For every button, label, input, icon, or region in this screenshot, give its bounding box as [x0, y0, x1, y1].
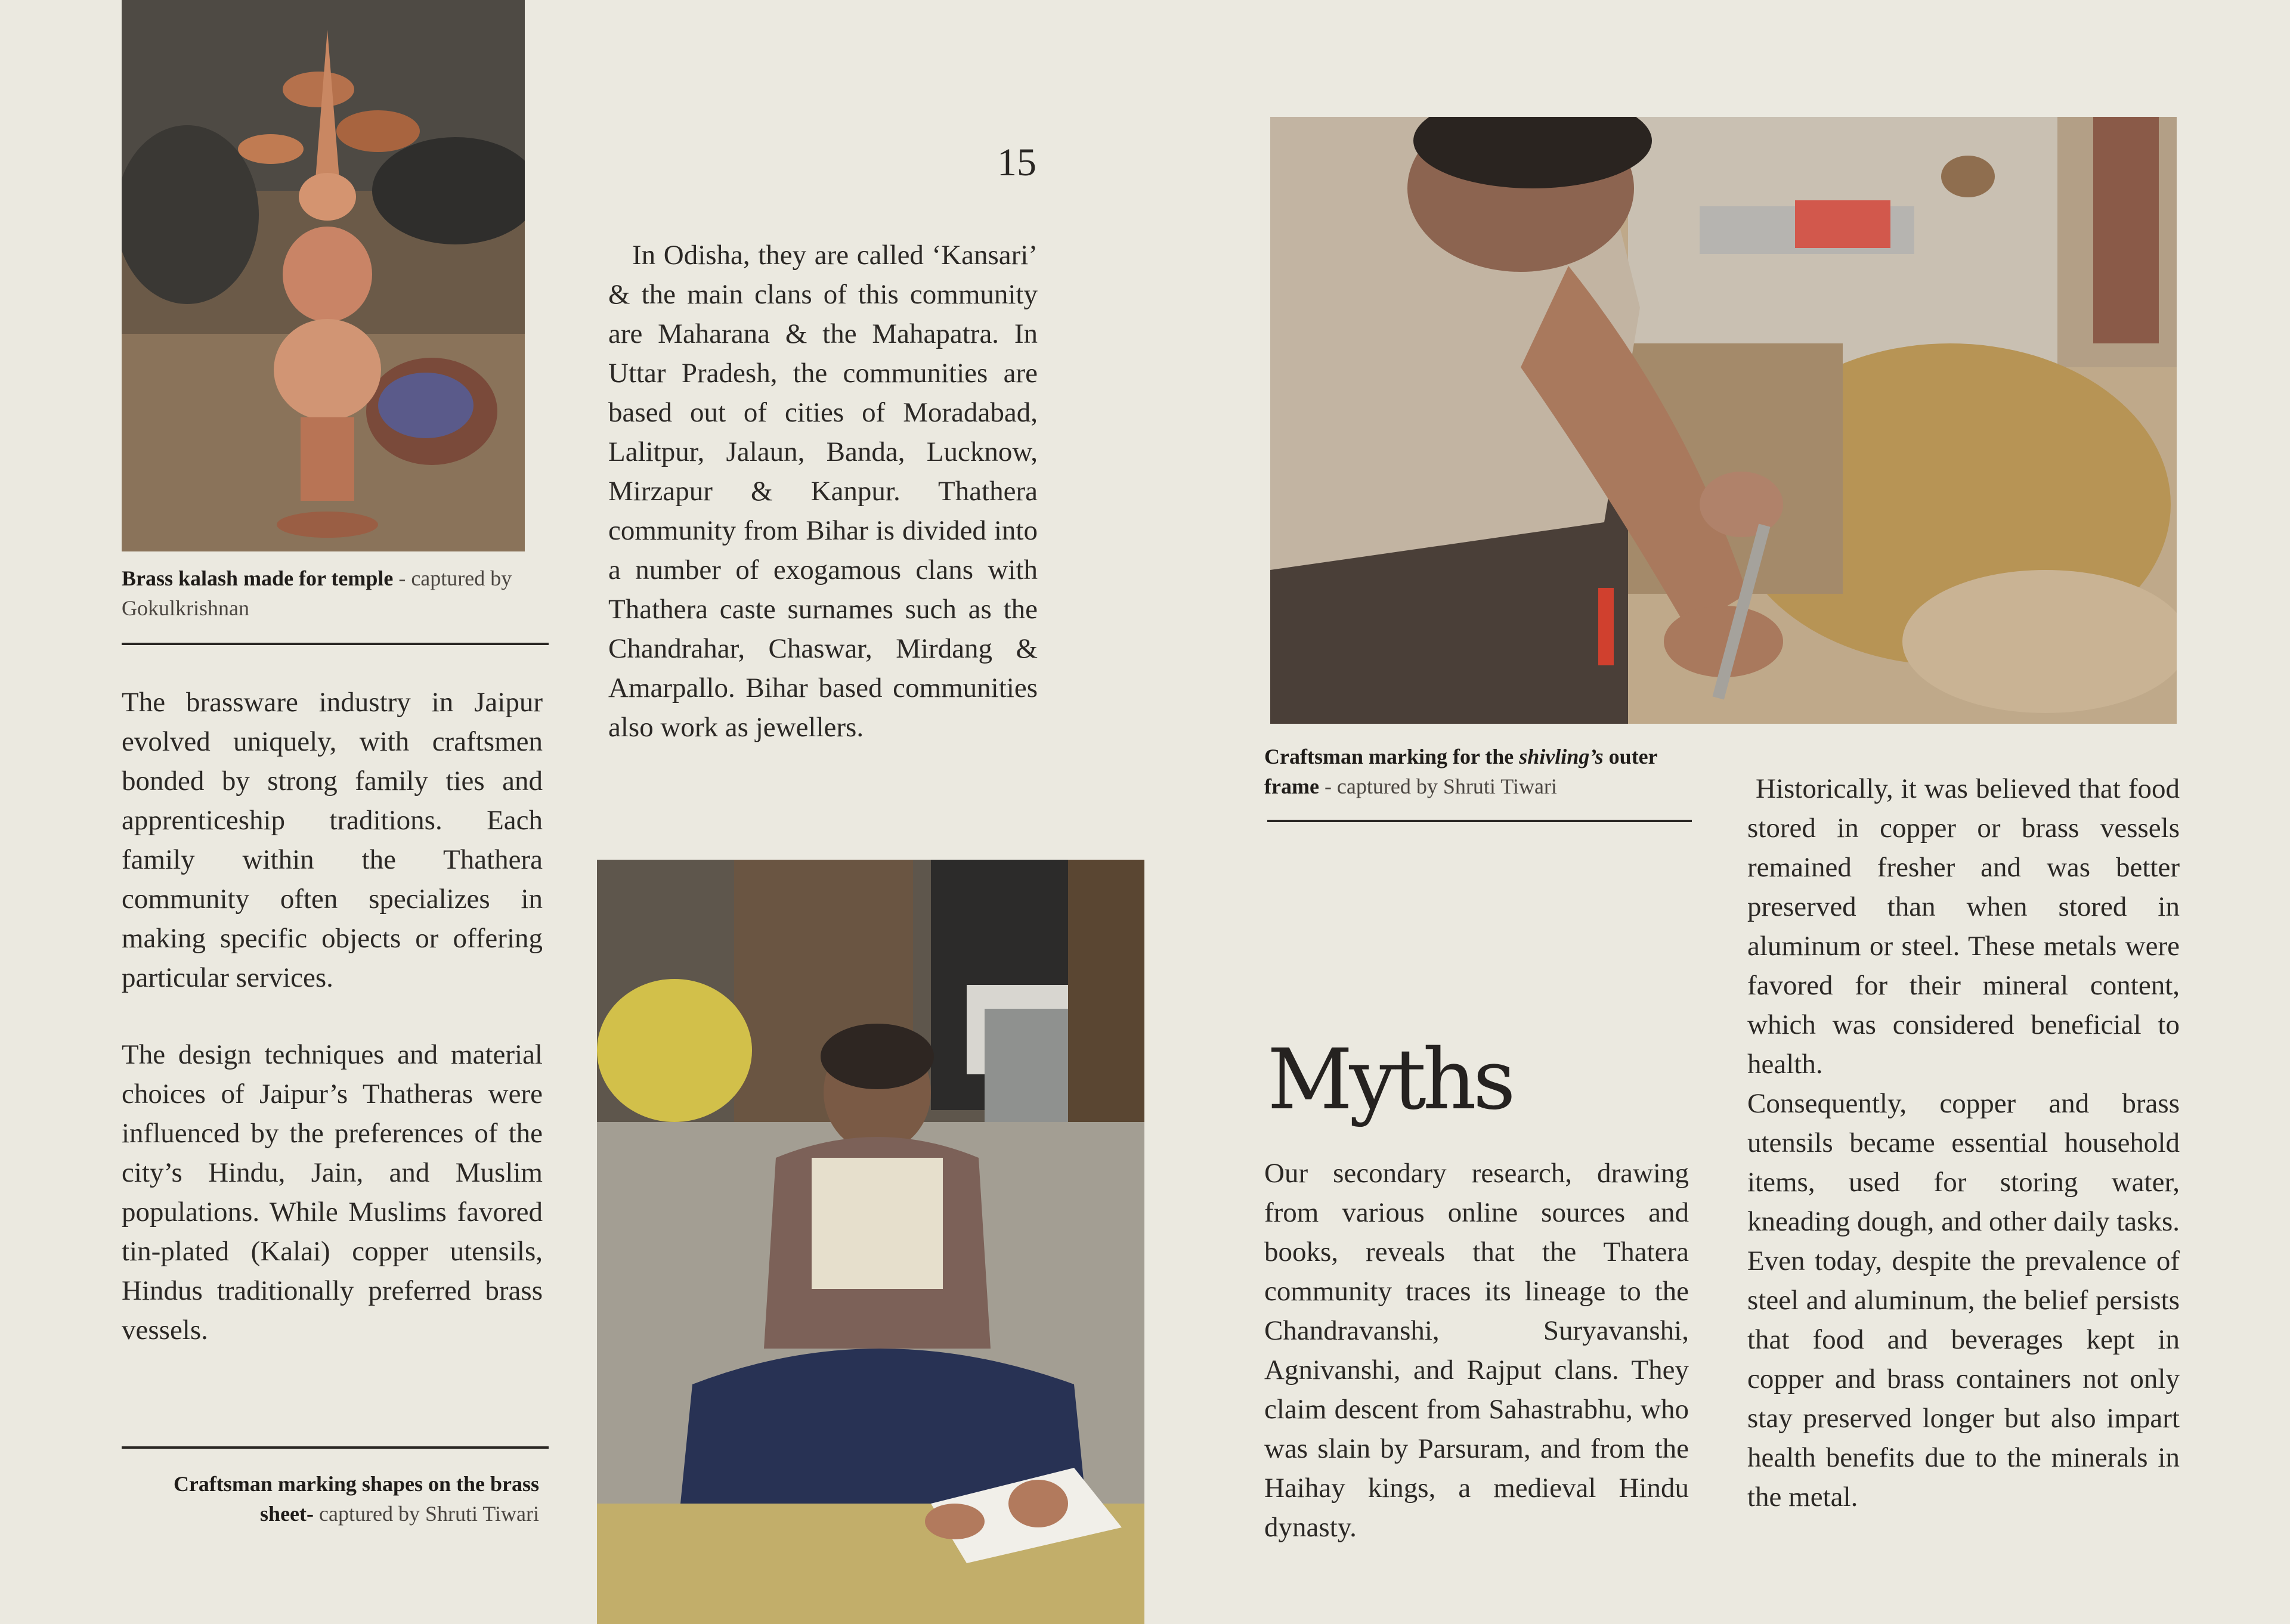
- shivling-caption-title-part2: outer frame: [1264, 745, 1657, 798]
- craftsman-sitting-photo: [597, 860, 1144, 1624]
- jaipur-industry-paragraph: The brassware industry in Jaipur evolved uniquely, with craftsmen bonded by strong family ties and apprenticeship traditions. Each family within the Thathera community often specializes in making specific objects or offering particular services.: [122, 687, 543, 993]
- shivling-caption-italic: shivling’s: [1519, 745, 1604, 768]
- marking-shapes-caption-title: Craftsman marking shapes on the brass sheet-: [173, 1472, 539, 1526]
- marking-shapes-caption-credit: captured by Shruti Tiwari: [314, 1502, 539, 1526]
- brass-kalash-photo: [122, 0, 525, 551]
- consequently-paragraph: Consequently, copper and brass utensils became essential household items, used for storing water, kneading dough, and other daily tasks. Even today, despite the prevalence of steel and aluminum, the belief persists that food and beverages kept in copper and brass containers not only stay preserved longer but also impart health benefits due to the minerals in the metal.: [1747, 1088, 2180, 1513]
- myths-paragraph: Our secondary research, drawing from various online sources and books, reveals that the Thatera community traces its lineage to the Chandravanshi, Suryavanshi, Agnivanshi, and Rajput clans. They claim descent from Sahastrabhu, who was slain by Parsuram, and from the Haihay kings, a medieval Hindu dynasty.: [1264, 1158, 1689, 1543]
- kalash-caption-credit: - captured by Gokulkrishnan: [122, 566, 512, 620]
- page-number: 15: [997, 141, 1036, 184]
- marking-caption-rule: [122, 1446, 549, 1449]
- historically-paragraph: Historically, it was believed that food stored in copper or brass vessels remained fresher and was better preserved than when stored in aluminum or steel. These metals were favored for their mineral content, which was considered beneficial to health.: [1747, 773, 2180, 1080]
- marking-shapes-caption: [122, 1469, 539, 1529]
- shivling-caption-title-part1: Craftsman marking for the: [1264, 745, 1520, 768]
- kalash-caption-rule: [122, 643, 549, 645]
- shivling-caption: [1264, 742, 1694, 801]
- myths-heading: Myths: [1267, 1031, 1512, 1129]
- shivling-caption-rule: [1267, 820, 1692, 822]
- shivling-caption-credit: - captured by Shruti Tiwari: [1319, 774, 1557, 798]
- shivling-marking-photo: [1270, 117, 2177, 724]
- design-techniques-paragraph: The design techniques and material choices of Jaipur’s Thatheras were influenced by the preferences of the city’s Hindu, Jain, and Muslim populations. While Muslims favored tin-plated (Kalai) copper utensils, Hindus traditionally preferred brass vessels.: [122, 1039, 543, 1346]
- kalash-caption-title: Brass kalash made for temple: [122, 566, 394, 590]
- odisha-paragraph: In Odisha, they are called ‘Kansari’ & the main clans of this community are Maharana & the Mahapatra. In Uttar Pradesh, the communities are based out of cities of Moradabad, Lalitpur, Jalaun, Banda, Lucknow, Mirzapur & Kanpur. Thathera community from Bihar is divided into a number of exogamous clans with Thathera caste surnames such as the Chandrahar, Chaswar, Mirdang & Amarpallo. Bihar based communities also work as jewellers.: [608, 240, 1038, 743]
- kalash-caption: [122, 563, 539, 623]
